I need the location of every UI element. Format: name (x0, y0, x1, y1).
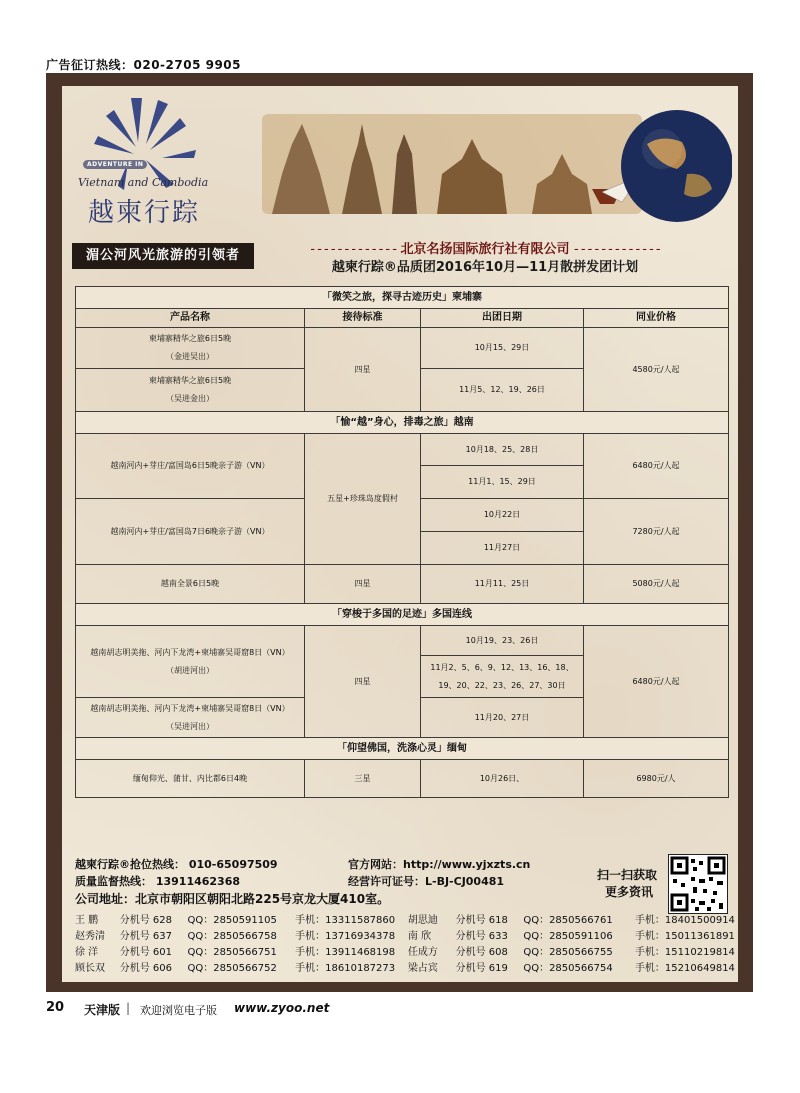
standard-cell: 四星 (305, 565, 421, 604)
price-cell: 6480元/人起 (584, 626, 729, 738)
product-cell: 越南胡志明美拖、河内下龙湾+柬埔寨吴哥窟8日（VN） （吴进河出） (76, 698, 305, 738)
price-cell: 5080元/人起 (584, 565, 729, 604)
tour-schedule-table (75, 286, 729, 798)
contacts-table (75, 910, 735, 974)
dates-cell: 11月11、25日 (421, 565, 584, 604)
dates-cell: 11月2、5、6、9、12、13、16、18、 19、20、22、23、26、27、30日 (421, 656, 584, 698)
license-number: 经营许可证号：L-BJ-CJ00481 (348, 875, 505, 888)
page-number: 20 (46, 1000, 65, 1015)
section-cambodia: 「微笑之旅，探寻古迹历史」柬埔寨 (76, 287, 729, 309)
contact-row: 王 鹏 分机号 628 QQ：2850591105 手机：13311587860 胡思迪 分机号 618 QQ：2850566761 手机：18401500914 (75, 914, 735, 926)
logo-chinese-name: 越柬行踪 (88, 198, 201, 228)
product-cell: 柬埔寨精华之旅6日5晚 （金进吴出） (76, 328, 305, 369)
product-cell: 越南胡志明美拖、河内下龙湾+柬埔寨吴哥窟8日（VN） （胡进河出） (76, 626, 305, 698)
temples-globe-banner-icon (262, 104, 732, 229)
company-name: - - - - - - - - - - - - - 北京名扬国际旅行社有限公司 - - - - - - - - - - - - - (310, 242, 660, 257)
separator: | (126, 1001, 131, 1015)
product-cell: 越南河内+芽庄/富国岛7日6晚亲子游（VN） (76, 499, 305, 565)
section-vietnam: 「愉“越”身心，排毒之旅」越南 (76, 412, 729, 434)
header-price: 同业价格 (584, 309, 729, 328)
section-myanmar: 「仰望佛国，洗涤心灵」缅甸 (76, 738, 729, 760)
header-dates: 出团日期 (421, 309, 584, 328)
dates-cell: 11月5、12、19、26日 (421, 369, 584, 412)
scan-text-1: 扫一扫获取 (597, 868, 658, 882)
ad-hotline: 广告征订热线：020-2705 9905 (46, 58, 242, 72)
standard-cell: 三星 (305, 760, 421, 798)
product-cell: 越南全景6日5晚 (76, 565, 305, 604)
logo-english-name: Vietnam and Cambodia (78, 176, 209, 189)
price-cell: 6480元/人起 (584, 434, 729, 499)
dates-cell: 10月19、23、26日 (421, 626, 584, 656)
company-name-text: 北京名扬国际旅行社有限公司 (400, 242, 570, 257)
dates-cell: 11月27日 (421, 532, 584, 565)
contact-row: 徐 洋 分机号 601 QQ：2850566751 手机：13911468198 任成方 分机号 608 QQ：2850566755 手机：15110219814 (75, 946, 735, 958)
slogan: 湄公河风光旅游的引领者 (72, 243, 254, 269)
dates-cell: 10月15、29日 (421, 328, 584, 369)
dates-cell: 10月26日、 (421, 760, 584, 798)
contact-row: 顾长双 分机号 606 QQ：2850566752 手机：18610187273 梁占宾 分机号 619 QQ：2850566754 手机：15210649814 (75, 962, 735, 974)
price-cell: 4580元/人起 (584, 328, 729, 412)
logo-badge: ADVENTURE IN (83, 160, 147, 169)
standard-cell: 五星+珍珠岛度假村 (305, 434, 421, 565)
contact-row: 赵秀清 分机号 637 QQ：2850566758 手机：13716934378 南 欣 分机号 633 QQ：2850591106 手机：15011361891 (75, 930, 735, 942)
product-cell: 缅甸仰光、蒲甘、内比都6日4晚 (76, 760, 305, 798)
edition-label: 天津版 (84, 1003, 121, 1017)
qr-code-icon (668, 854, 728, 914)
standard-cell: 四星 (305, 328, 421, 412)
header-product: 产品名称 (76, 309, 305, 328)
dates-cell: 11月1、15、29日 (421, 466, 584, 499)
section-multi-country: 「穿梭于多国的足迹」多国连线 (76, 604, 729, 626)
site-link[interactable]: www.zyoo.net (234, 1001, 330, 1015)
plan-title: 越柬行踪®品质团2016年10月—11月散拼发团计划 (331, 260, 639, 275)
dates-cell: 10月18、25、28日 (421, 434, 584, 466)
standard-cell: 四星 (305, 626, 421, 738)
dates-cell: 10月22日 (421, 499, 584, 532)
quality-hotline: 质量监督热线： 13911462368 (75, 875, 241, 888)
website-link[interactable]: 官方网站：http://www.yjxzts.cn (348, 858, 531, 871)
booking-hotline: 越柬行踪®抢位热线： 010-65097509 (75, 858, 278, 871)
browse-text: 欢迎浏览电子版 (140, 1004, 217, 1017)
scan-text-2: 更多资讯 (605, 885, 654, 899)
price-cell: 7280元/人起 (584, 499, 729, 565)
product-cell: 柬埔寨精华之旅6日5晚 （吴进金出） (76, 369, 305, 412)
price-cell: 6980元/人 (584, 760, 729, 798)
dates-cell: 11月20、27日 (421, 698, 584, 738)
header-standard: 接待标准 (305, 309, 421, 328)
product-cell: 越南河内+芽庄/富国岛6日5晚亲子游（VN） (76, 434, 305, 499)
company-address: 公司地址：北京市朝阳区朝阳北路225号京龙大厦410室。 (75, 892, 390, 906)
